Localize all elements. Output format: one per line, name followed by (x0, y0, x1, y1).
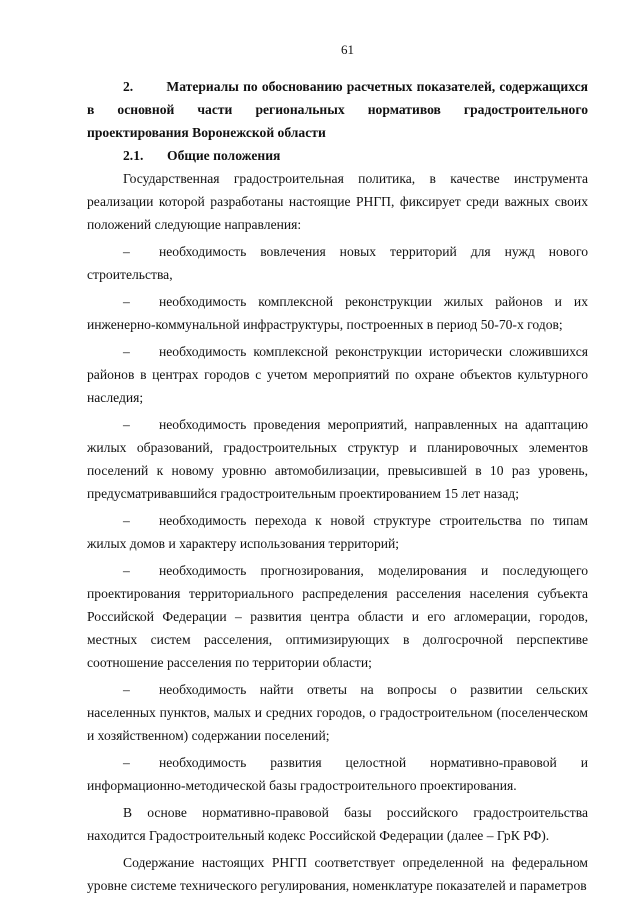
subsection-title: Общие положения (167, 148, 281, 163)
content-paragraph: Содержание настоящих РНГП соответствует определенной на федеральном уровне системе технического регулирования, номенклатуре показателей и параметров (87, 855, 588, 893)
list-item-text: необходимость комплексной реконструкции жилых районов и их инженерно-коммунальной инфраструктуры, построенных в период 50-70-х годов; (87, 294, 588, 332)
list-item (87, 509, 588, 555)
list-dash: – (123, 563, 130, 578)
list-dash: – (123, 344, 130, 359)
section-title: Материалы по обоснованию расчетных показателей, содержащихся в основной части региональных нормативов градостроительного проектирования Воронежской области (87, 79, 588, 140)
basis-paragraph: В основе нормативно-правовой базы российского градостроительства находится Градостроительный кодекс Российской Федерации (далее – ГрК РФ). (87, 805, 588, 843)
list-item (87, 290, 588, 336)
subsection-heading (87, 144, 588, 167)
list-dash: – (123, 294, 130, 309)
list-dash: – (123, 755, 130, 770)
list-item-text: необходимость перехода к новой структуре строительства по типам жилых домов и характеру использования территорий; (87, 513, 588, 551)
page-number: 61 (341, 42, 354, 57)
list-dash: – (123, 244, 130, 259)
list-item (87, 340, 588, 409)
section-heading (87, 75, 588, 144)
list-item (87, 678, 588, 747)
intro-paragraph: Государственная градостроительная политика, в качестве инструмента реализации которой разработаны настоящие РНГП, фиксирует среди важных своих положений следующие направления: (87, 171, 588, 232)
list-item-text: необходимость найти ответы на вопросы о развитии сельских населенных пунктов, малых и средних городов, о градостроительном (поселенческом и хозяйственном) содержании поселений; (87, 682, 588, 743)
list-item-text: необходимость комплексной реконструкции исторически сложившихся районов в центрах городов с учетом мероприятий по охране объектов культурного наследия; (87, 344, 588, 405)
list-item-text: необходимость проведения мероприятий, направленных на адаптацию жилых образований, градостроительных структур и планировочных элементов поселений к новому уровню автомобилизации, превысившей в 10 раз уровень, предусматривавшийся градостроительным проектированием 15 лет назад; (87, 417, 588, 501)
list-item-text: необходимость развития целостной нормативно-правовой и информационно-методической базы градостроительного проектирования. (87, 755, 588, 793)
list-dash: – (123, 513, 130, 528)
list-dash: – (123, 417, 130, 432)
list-item (87, 413, 588, 505)
list-item-text: необходимость вовлечения новых территорий для нужд нового строительства, (87, 244, 588, 282)
subsection-number: 2.1. (123, 148, 144, 163)
section-number: 2. (123, 79, 134, 94)
list-item (87, 751, 588, 797)
list-item (87, 559, 588, 674)
list-item (87, 240, 588, 286)
list-item-text: необходимость прогнозирования, моделирования и последующего проектирования территориального распределения расселения населения субъекта Российской Федерации – развития центра области и его агломерации, городов, местных систем расселения, оптимизирующих в долгосрочной перспективе соотношение расселения по территории области; (87, 563, 588, 670)
list-dash: – (123, 682, 130, 697)
